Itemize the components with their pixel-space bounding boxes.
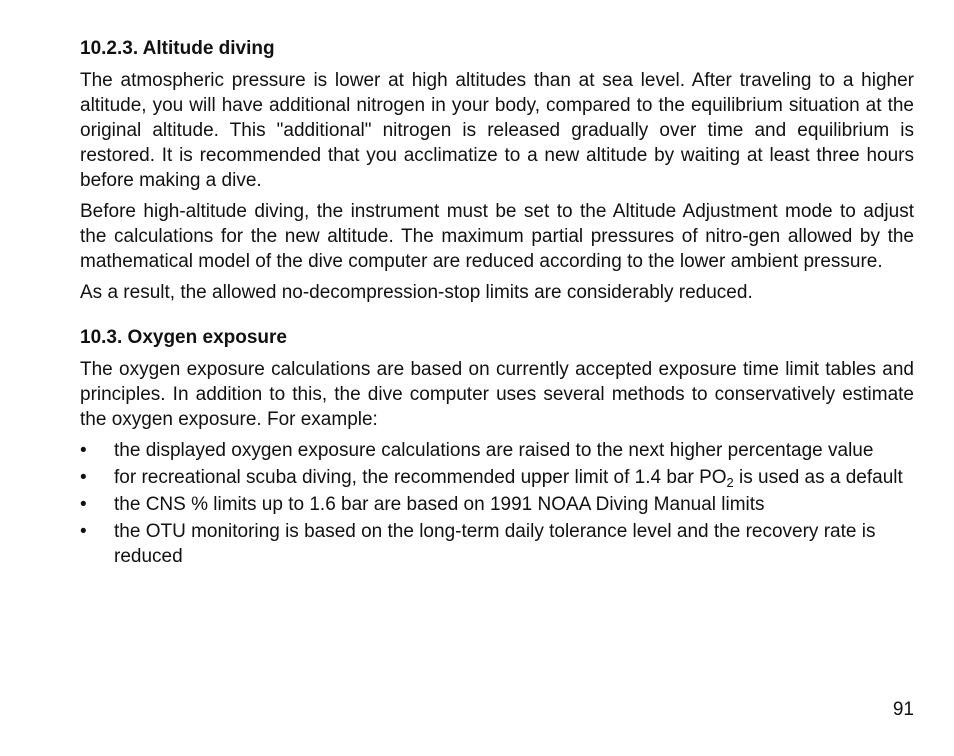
- po2-text-after: is used as a default: [733, 467, 903, 488]
- oxygen-exposure-list: [80, 438, 914, 569]
- altitude-diving-section: [80, 36, 914, 305]
- document-page: [80, 36, 914, 571]
- altitude-paragraph-1: The atmospheric pressure is lower at high altitudes than at sea level. After traveling to a higher altitude, you will have additional nitrogen in your body, compared to the equilibrium situation at the original altitude. This "additional" nitrogen is released gradually over time and equilibrium is restored. It is recommended that you acclimatize to a new altitude by waiting at least three hours before making a dive.: [80, 70, 914, 191]
- list-item: • the displayed oxygen exposure calculations are raised to the next higher percentage value: [80, 438, 914, 463]
- list-item: [80, 465, 914, 490]
- oxygen-exposure-intro: The oxygen exposure calculations are based on currently accepted exposure time limit tables and principles. In addition to this, the dive computer uses several methods to conservatively estimate the oxygen exposure. For example:: [80, 359, 914, 430]
- list-item: • the CNS % limits up to 1.6 bar are based on 1991 NOAA Diving Manual limits: [80, 492, 914, 517]
- altitude-diving-heading: 10.2.3. Altitude diving: [80, 38, 275, 59]
- po2-subscript: 2: [726, 475, 734, 490]
- altitude-paragraph-3: As a result, the allowed no-decompression-stop limits are considerably reduced.: [80, 282, 753, 303]
- po2-text-before: for recreational scuba diving, the recommended upper limit of 1.4 bar PO: [114, 467, 727, 488]
- page-number: 91: [892, 699, 914, 720]
- altitude-paragraph-2: Before high-altitude diving, the instrument must be set to the Altitude Adjustment mode to adjust the calculations for the new altitude. The maximum partial pressures of nitro-gen allowed by the mathematical model of the dive computer are reduced according to the lower ambient pressure.: [80, 201, 914, 272]
- list-item: • the OTU monitoring is based on the long-term daily tolerance level and the recovery rate is reduced: [80, 519, 914, 569]
- oxygen-exposure-heading: 10.3. Oxygen exposure: [80, 327, 287, 348]
- oxygen-exposure-section: [80, 325, 914, 569]
